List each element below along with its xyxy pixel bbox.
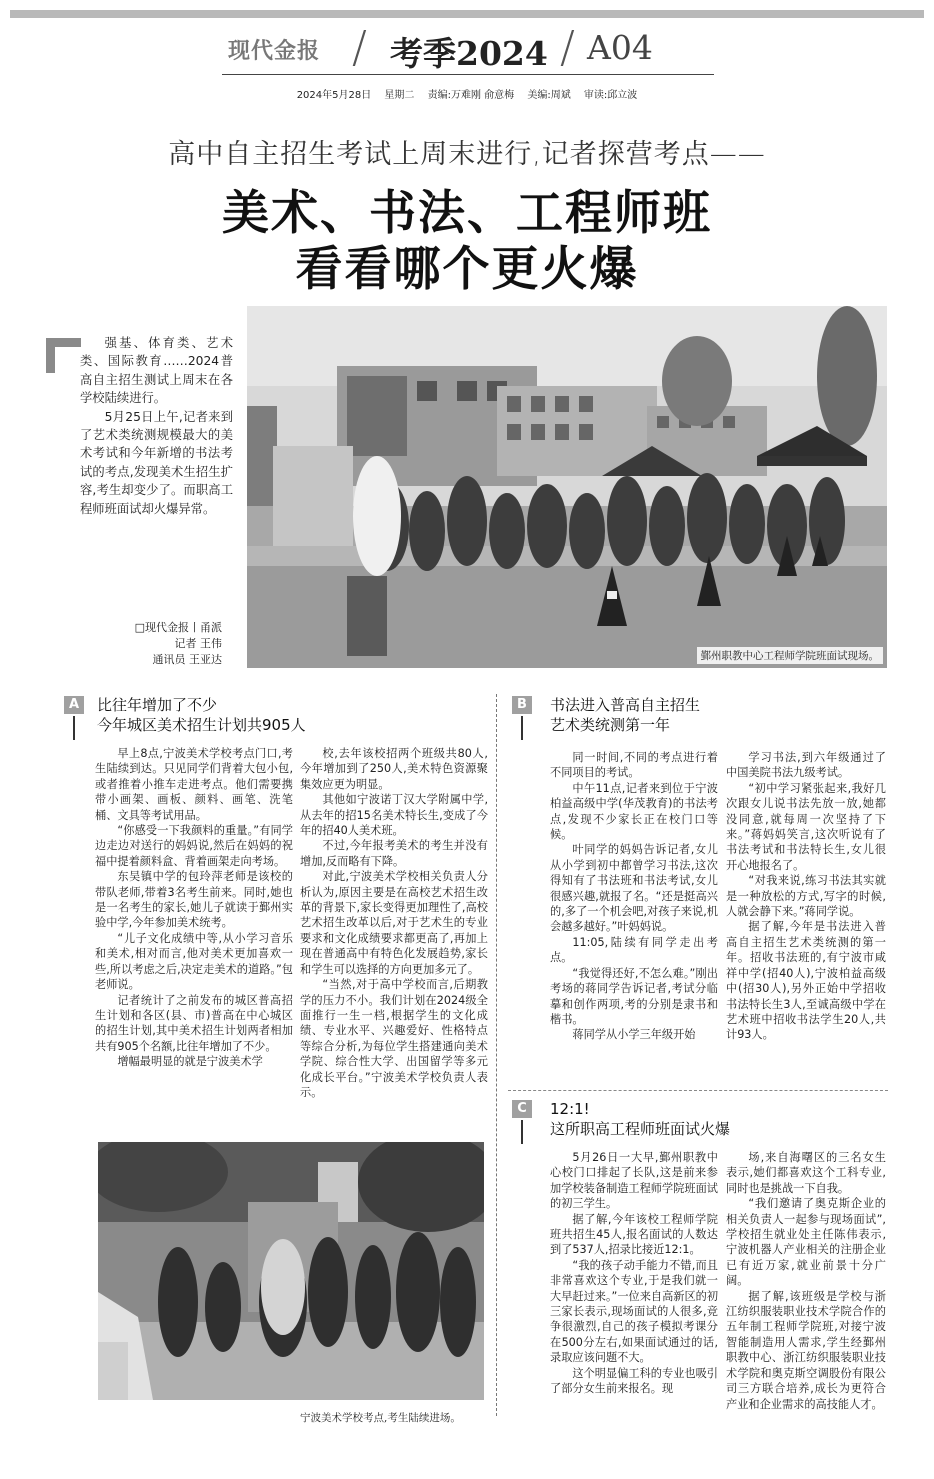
section-c-column-2	[726, 1150, 886, 1435]
issue-date: 2024年5月28日	[296, 90, 372, 101]
section-c-paragraph: 据了解,今年该校工程师学院班共招生45人,报名面试的人数达到了537人,招录比接近12:1。	[550, 1212, 718, 1257]
intro-paragraph: 强基、体育类、艺术类、国际教育……2024普高自主招生测试上周末在各学校陆续进行。	[80, 336, 233, 406]
section-b-paragraph: 同一时间,不同的考点进行着不同项目的考试。	[550, 751, 718, 780]
top-bar	[10, 10, 924, 18]
issue-info	[0, 86, 934, 101]
section-b-paragraph: “初中学习紧张起来,我好几次跟女儿说书法先放一放,她都没同意,就每周一次坚持了下来。”蒋妈妈笑言,这次听说有了书法考试和书法特长生,女儿很开心地报名了。	[726, 781, 886, 872]
main-photo-caption: 鄞州职教中心工程师学院班面试现场。	[697, 647, 884, 664]
headline-line-1: 美术、书法、工程师班	[222, 186, 712, 241]
issue-weekday: 星期二	[384, 90, 415, 101]
section-a-column-1	[95, 746, 293, 1130]
issue-editor: 责编:万难刚 俞意梅	[427, 90, 515, 101]
section-a-bar	[73, 716, 75, 740]
section-c-paragraph: 据了解,该班级是学校与浙江纺织服装职业技术学院合作的五年制工程师学院班,对接宁波智能制造用人需求,学生经鄞州职教中心、浙江纺织服装职业技术学院和奥克斯空调股份有限公司三方联合培养,成长为更符合产业和企业需求的高技能人才。	[726, 1289, 886, 1411]
section-b-paragraph: 中午11点,记者来到位于宁波柏益高级中学(华茂教育)的书法考点,发现不少家长正在校门口等候。	[550, 781, 718, 842]
secondary-photo-image	[98, 1142, 484, 1400]
section-a-column-2	[300, 746, 488, 1130]
section-b-title-line-2: 艺术类统测第一年	[550, 716, 671, 734]
section-a-paragraph: “你感受一下我颜料的重量。”有同学边走边对送行的妈妈说,然后在妈妈的祝福中提着颜料盒、背着画架走向考场。	[95, 824, 293, 868]
section-b-paragraph: 蒋同学从小学三年级开始	[572, 1028, 696, 1042]
byline	[110, 620, 222, 668]
section-b-column-1	[550, 750, 718, 1082]
section-a-paragraph: 记者统计了之前发布的城区普高招生计划和各区(县、市)普高在中心城区的招生计划,其中美术招生计划两者相加共有905个名额,比往年增加了不少。	[95, 993, 293, 1053]
main-photo-image	[247, 306, 887, 668]
section-b-title-line-1: 书法进入普高自主招生	[550, 696, 701, 714]
section-b-paragraph: 学习书法,到六年级通过了中国美院书法九级考试。	[726, 751, 886, 780]
intro-corner-mark	[46, 338, 81, 373]
section-b-paragraph: “对我来说,练习书法其实就是一种放松的方式,写字的时候,人就会静下来。”蒋同学说。	[726, 874, 886, 919]
section-c-column-1	[550, 1150, 718, 1435]
section-divider	[508, 1090, 888, 1091]
section-a-paragraph: “当然,对于高中学校而言,后期教学的压力不小。我们计划在2024级全面推行一生一档,根据学生的文化成绩、专业水平、兴趣爱好、性格特点等综合分析,为每位学生搭建通向美术学院、综合性大学、出国留学等多元化成长平台。”宁波美术学校负责人表示。	[300, 978, 488, 1099]
section-c-title-line-2: 这所职高工程师班面试火爆	[550, 1120, 731, 1138]
issue-designer: 美编:周斌	[527, 90, 571, 101]
section-c-paragraph: 这个明显偏工科的专业也吸引了部分女生前来报名。现	[550, 1366, 718, 1396]
section-a-title-line-2: 今年城区美术招生计划共905人	[97, 716, 306, 734]
section-name: 考季2024	[390, 34, 548, 73]
section-a-paragraph: “儿子文化成绩中等,从小学习音乐和美术,相对而言,他对美术更加喜欢一些,所以考虑之后,决定走美术的道路。”包老师说。	[95, 931, 293, 992]
section-b-paragraph: 11:05,陆续有同学走出考点。	[550, 935, 718, 965]
section-b-paragraph: “我觉得还好,不怎么难。”刚出考场的蒋同学告诉记者,考试分临摹和创作两项,考的分别是隶书和楷书。	[550, 966, 718, 1026]
headline-line-2: 看看哪个更火爆	[295, 242, 639, 297]
section-c-bar	[521, 1120, 523, 1144]
page-number: A04	[587, 28, 653, 67]
section-a-paragraph: 不过,今年报考美术的考生并没有增加,反而略有下降。	[300, 839, 488, 868]
section-c-paragraph: 场,来自海曙区的三名女生表示,她们都喜欢这个工科专业,同时也是挑战一下自我。	[726, 1151, 886, 1195]
section-c-paragraph: “我们邀请了奥克斯企业的相关负责人一起参与现场面试”,学校招生就业处主任陈伟表示,宁波机器人产业相关的注册企业已有近万家,就业前景十分广阔。	[726, 1197, 886, 1288]
masthead-rule	[222, 74, 714, 75]
column-divider	[496, 694, 497, 1416]
section-a-paragraph: 增幅最明显的就是宁波美术学	[117, 1055, 263, 1069]
section-c-title-line-1: 12:1!	[550, 1100, 590, 1118]
secondary-photo-caption: 宁波美术学校考点,考生陆续进场。	[300, 1412, 461, 1424]
intro-text	[80, 334, 233, 518]
issue-reviewer: 审读:邱立波	[583, 90, 638, 101]
paper-name: 现代金报	[228, 39, 321, 64]
section-a-title-line-1: 比往年增加了不少	[97, 696, 218, 714]
masthead-separator: /	[352, 22, 367, 73]
main-photo	[247, 306, 887, 668]
masthead-separator: /	[560, 22, 575, 73]
section-a-paragraph: 对此,宁波美术学校相关负责人分析认为,原因主要是在高校艺术招生改革的背景下,家长变得更加理性了,高校艺术招生改革以后,对于艺术生的专业要求和文化成绩要求都更高了,再加上现在普通高中有特色化发展趋势,家长和学生可以选择的方向更加多元了。	[300, 870, 488, 976]
section-a-paragraph: 早上8点,宁波美术学校考点门口,考生陆续到达。只见同学们背着大包小包,或者推着小推车走进考点。他们需要携带小画架、画板、颜料、画笔、洗笔桶、文具等考试用品。	[95, 747, 293, 822]
section-a-paragraph: 校,去年该校招两个班级共80人,今年增加到了250人,美术特色资源聚集效应更为明显。	[300, 747, 488, 791]
secondary-photo	[98, 1142, 484, 1400]
section-b-label: B	[512, 696, 532, 714]
intro-paragraph: 5月25日上午,记者来到了艺术类统测规模最大的美术考试和今年新增的书法考试的考点,发现美术生招生扩容,考生却变少了。而职高工程师班面试却火爆异常。	[80, 409, 233, 516]
section-c-label: C	[512, 1100, 532, 1118]
section-a-label: A	[64, 696, 84, 714]
byline-reporter: 记者 王伟	[174, 637, 222, 650]
section-b-paragraph: 叶同学的妈妈告诉记者,女儿从小学到初中都曾学习书法,这次得知有了书法班和书法考试,女儿很感兴趣,就报了名。“还是挺高兴的,多了一个机会吧,对孩子来说,机会越多越好。”叶妈妈说。	[550, 843, 718, 934]
section-b-column-2	[726, 750, 886, 1082]
section-c-paragraph: 5月26日一大早,鄞州职教中心校门口排起了长队,这是前来参加学校装备制造工程师学院班面试的初三学生。	[550, 1151, 718, 1211]
section-b-bar	[521, 716, 523, 740]
byline-correspondent: 通讯员 王亚达	[152, 653, 222, 666]
article-kicker: 高中自主招生考试上周末进行,记者探营考点——	[168, 139, 766, 170]
section-c-paragraph: “我的孩子动手能力不错,而且非常喜欢这个专业,于是我们就一大早赶过来。”一位来自高新区的初三家长表示,现场面试的人很多,竞争很激烈,自己的孩子模拟考课分在500分左右,如果面试通过的话,录取应该问题不大。	[550, 1258, 718, 1365]
byline-source: □现代金报丨甬派	[134, 621, 222, 634]
section-b-paragraph: 据了解,今年是书法进入普高自主招生艺术类统测的第一年。招收书法班的,有宁波市咸祥中学(招40人),宁波柏益高级中(招30人),另外正始中学招收书法特长生3人,至诚高级中学在艺术班中招收书法学生20人,共计93人。	[726, 920, 886, 1042]
section-a-paragraph: 其他如宁波诺丁汉大学附属中学,从去年的招15名美术特长生,变成了今年的招40人美术班。	[300, 793, 488, 838]
masthead	[0, 22, 934, 74]
section-a-paragraph: 东吴镇中学的包玲萍老师是该校的带队老师,带着3名考生前来。同时,她也是一名考生的家长,她儿子就读于鄞州实验中学,今年参加美术统考。	[95, 870, 293, 930]
